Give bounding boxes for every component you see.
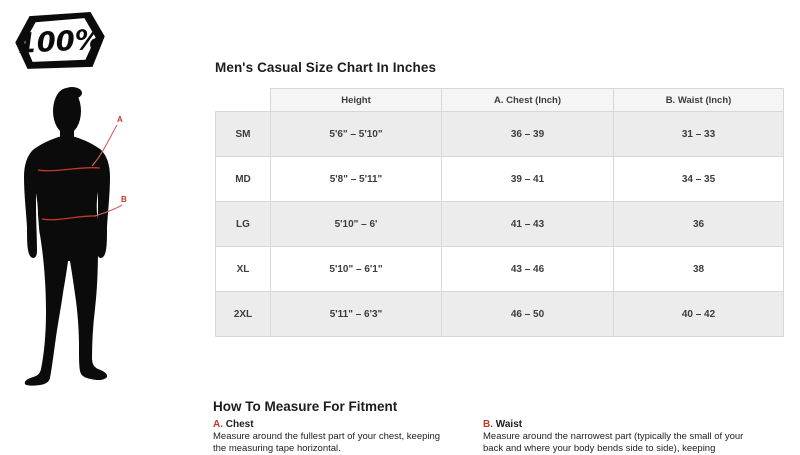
- chest-label-a: A: [117, 115, 123, 124]
- table-row-2xl: [216, 292, 784, 337]
- waist-label-b: B: [121, 195, 127, 204]
- waist-cell: 36: [614, 202, 784, 247]
- measure-label-waist: Waist: [495, 419, 523, 430]
- body-measurement-diagram: [10, 85, 150, 395]
- header-cell-height: Height: [271, 89, 442, 112]
- measure-item-waist: [483, 419, 783, 454]
- brand-logo-text: 100%: [16, 24, 104, 60]
- measure-description-chest: Measure around the fullest part of your chest, keeping the measuring tape horizontal.: [213, 431, 441, 454]
- waist-cell: 31 – 33: [614, 112, 784, 157]
- table-row-lg: [216, 202, 784, 247]
- chest-cell: 41 – 43: [442, 202, 614, 247]
- table-row-md: [216, 157, 784, 202]
- size-chart-title: Men's Casual Size Chart In Inches: [215, 60, 437, 75]
- chest-cell: 43 – 46: [442, 247, 614, 292]
- chest-cell: 39 – 41: [442, 157, 614, 202]
- table-row-xl: [216, 247, 784, 292]
- header-cell-chest: A. Chest (Inch): [442, 89, 614, 112]
- chest-cell: 46 – 50: [442, 292, 614, 337]
- height-cell: 5'10" – 6'1": [271, 247, 442, 292]
- height-cell: 5'8" – 5'11": [271, 157, 442, 202]
- measure-item-chest: [213, 419, 483, 454]
- measure-key-a: A.: [213, 419, 223, 430]
- size-cell: MD: [216, 157, 271, 202]
- measure-description-waist: Measure around the narrowest part (typically the small of your back and where your body bends side to side), keeping: [483, 431, 744, 454]
- height-cell: 5'10" – 6': [271, 202, 442, 247]
- height-cell: 5'6" – 5'10": [271, 112, 442, 157]
- size-chart-table: [215, 88, 784, 337]
- size-cell: 2XL: [216, 292, 271, 337]
- how-to-measure-section: [213, 399, 788, 454]
- measure-key-b: B.: [483, 419, 493, 430]
- height-cell: 5'11" – 6'3": [271, 292, 442, 337]
- table-row-sm: [216, 112, 784, 157]
- header-cell-empty: [216, 89, 271, 112]
- waist-cell: 40 – 42: [614, 292, 784, 337]
- chest-cell: 36 – 39: [442, 112, 614, 157]
- size-cell: LG: [216, 202, 271, 247]
- size-cell: SM: [216, 112, 271, 157]
- table-header-row: [216, 89, 784, 112]
- male-silhouette: [24, 87, 110, 386]
- header-cell-waist: B. Waist (Inch): [614, 89, 784, 112]
- size-cell: XL: [216, 247, 271, 292]
- brand-logo-icon: [15, 10, 105, 73]
- waist-cell: 34 – 35: [614, 157, 784, 202]
- measure-label-chest: Chest: [225, 419, 254, 430]
- how-to-measure-title: How To Measure For Fitment: [213, 399, 398, 414]
- waist-cell: 38: [614, 247, 784, 292]
